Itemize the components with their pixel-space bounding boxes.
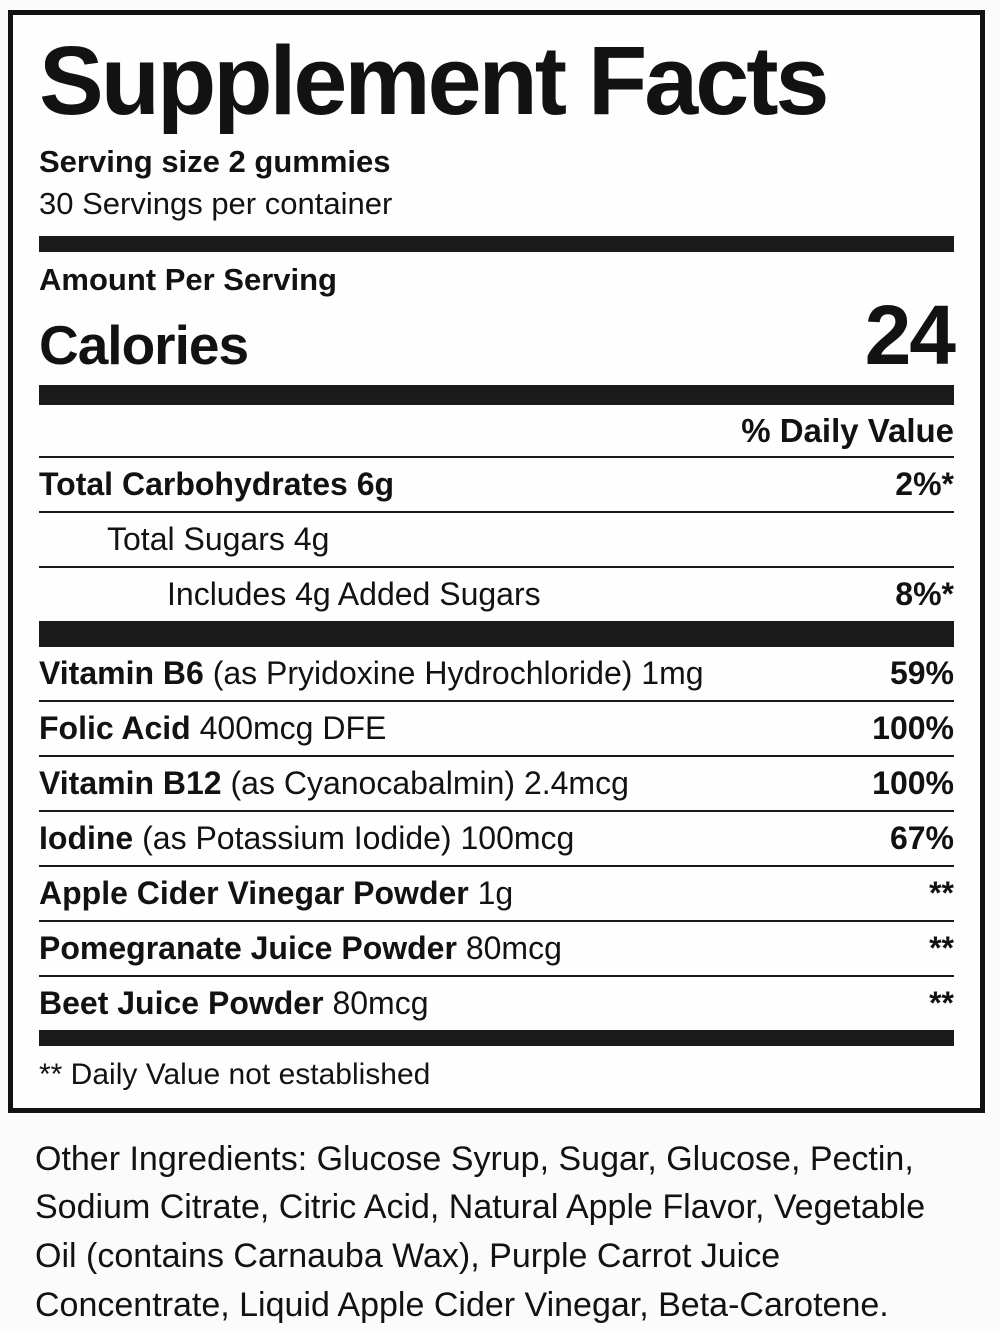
- other-ingredients: Other Ingredients: Glucose Syrup, Sugar, Glucose, Pectin, Sodium Citrate, Citric Acid, Natural Apple Flavor, Vegetable Oil (contains Carnauba Wax), Purple Carrot Juice Concentrate, Liquid Apple Cider Vinegar, Beta-Carotene.: [35, 1139, 926, 1324]
- nutrient-name: Iodine (as Potassium Iodide) 100mcg: [39, 819, 575, 856]
- nutrient-name: Includes 4g Added Sugars: [167, 575, 541, 612]
- serving-size: Serving size 2 gummies: [39, 143, 391, 179]
- nutrient-name: Apple Cider Vinegar Powder 1g: [39, 874, 514, 911]
- nutrient-daily-value: **: [929, 874, 954, 911]
- nutrient-daily-value: 59%: [889, 654, 954, 691]
- nutrient-row: [39, 755, 954, 810]
- calories-row: [39, 287, 954, 382]
- nutrient-row: [39, 647, 954, 700]
- nutrient-name: Beet Juice Powder 80mcg: [39, 984, 429, 1021]
- nutrient-name: Vitamin B12 (as Cyanocabalmin) 2.4mcg: [39, 764, 629, 801]
- supplement-facts-panel: [8, 10, 985, 1113]
- nutrient-daily-value: **: [929, 929, 954, 966]
- nutrient-row: [39, 920, 954, 975]
- nutrient-row: [39, 865, 954, 920]
- nutrient-row: [39, 700, 954, 755]
- nutrient-daily-value: **: [929, 984, 954, 1021]
- nutrient-name: Vitamin B6 (as Pryidoxine Hydrochloride) 1mg: [39, 654, 704, 691]
- nutrient-daily-value: 2%*: [895, 465, 954, 502]
- servings-per-container: 30 Servings per container: [39, 185, 393, 221]
- nutrient-daily-value: 100%: [872, 709, 954, 746]
- nutrient-daily-value: 8%*: [895, 575, 954, 612]
- nutrient-row: [39, 511, 954, 566]
- thick-divider-bar: [39, 385, 954, 405]
- amount-per-serving-label: Amount Per Serving: [39, 261, 337, 297]
- thick-divider-bar: [39, 236, 954, 252]
- panel-title: Supplement Facts: [39, 26, 827, 135]
- nutrient-row: [39, 975, 954, 1030]
- nutrient-name: Folic Acid 400mcg DFE: [39, 709, 387, 746]
- daily-value-header: % Daily Value: [741, 411, 954, 449]
- nutrient-row: [39, 456, 954, 511]
- thick-divider-bar: [39, 621, 954, 647]
- nutrient-name: Total Carbohydrates 6g: [39, 465, 395, 502]
- nutrient-daily-value: 100%: [872, 764, 954, 801]
- nutrient-row: [39, 566, 954, 621]
- calories-value: 24: [864, 287, 954, 382]
- nutrient-row: [39, 810, 954, 865]
- thick-divider-bar: [39, 1030, 954, 1046]
- nutrient-daily-value: 67%: [889, 819, 954, 856]
- nutrient-name: Pomegranate Juice Powder 80mcg: [39, 929, 562, 966]
- label-page: [0, 10, 1000, 1329]
- nutrient-name: Total Sugars 4g: [107, 520, 330, 557]
- daily-value-footnote: ** Daily Value not established: [39, 1057, 431, 1091]
- calories-label: Calories: [39, 313, 249, 376]
